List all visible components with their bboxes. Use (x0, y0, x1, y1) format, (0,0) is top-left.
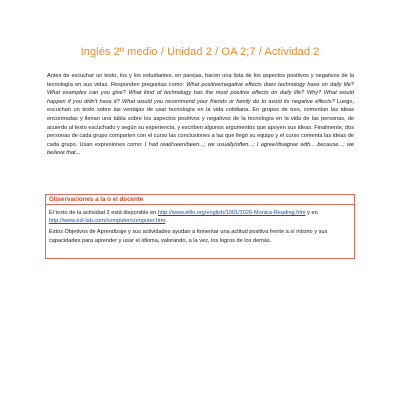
activity-instructions (47, 72, 354, 158)
notes-paragraph-objectives: Estos Objetivos de Aprendizaje y sus actividades ayudan a fomentar una actitud positiva frente a sí mismo y sus capacidades para aprender y usar el idioma, valorando, a la vez, los logros de los demás. (49, 229, 328, 244)
instructions-part2: Luego, escuchan un texto sobre las ventajas de usar tecnología en la vida cotidiana. En grupos de tres, comentan las ideas encontradas y llenan una tabla sobre los aspectos positivos y negativos de la tecnología en la vida de las personas, de acuerdo al texto escuchado y según su experiencia, y escriben algunos argumentos que apoyen sus ideas. Finalmente, dos personas de cada grupo comparten con el curso las conclusiones a las que llegó su equipo y el curso comenta las ideas de cada grupo. Usan expresiones como: (47, 98, 355, 148)
teacher-notes-body (49, 209, 351, 248)
teacher-notes-heading: Observaciones a la o el docente (49, 196, 144, 203)
notes-line1-prefix: El texto de la actividad 2 está disponible en (49, 210, 158, 216)
notes-line1-suffix: . (165, 218, 167, 225)
teacher-notes-box (45, 194, 355, 259)
esl-lab-link[interactable]: http://www.esl-lab.com/computer/computer.htm (49, 218, 166, 225)
elllo-link[interactable]: http://www.elllo.org/english/1001/1026-Monica-Reading.htm (157, 210, 306, 216)
notes-line1-mid: y en (305, 210, 318, 216)
instructions-part1: Antes de escuchar un texto, los y los estudiantes, en parejas, hacen una lista de los aspectos positivos y negativos de la tecnología en sus vidas. Responden preguntas como: (47, 73, 354, 88)
notes-paragraph-links (49, 209, 351, 225)
instructions-questions: What positive/negative effects does technology have on daily life? What examples can you give? What kind of technology has the most positive effects on daily life? Why? What would happen if you didn't have it? What would you recommend your friends or family do to avoid its negative effects? (47, 81, 354, 105)
instructions-expressions: I had read/seen/been...; we usually/often...; I agree/disagree with... because...; we believe that... (47, 141, 354, 157)
page-title: Inglés 2º medio / Unidad 2 / OA 2;7 / Actividad 2 (80, 46, 320, 58)
teacher-notes-header (46, 195, 354, 205)
